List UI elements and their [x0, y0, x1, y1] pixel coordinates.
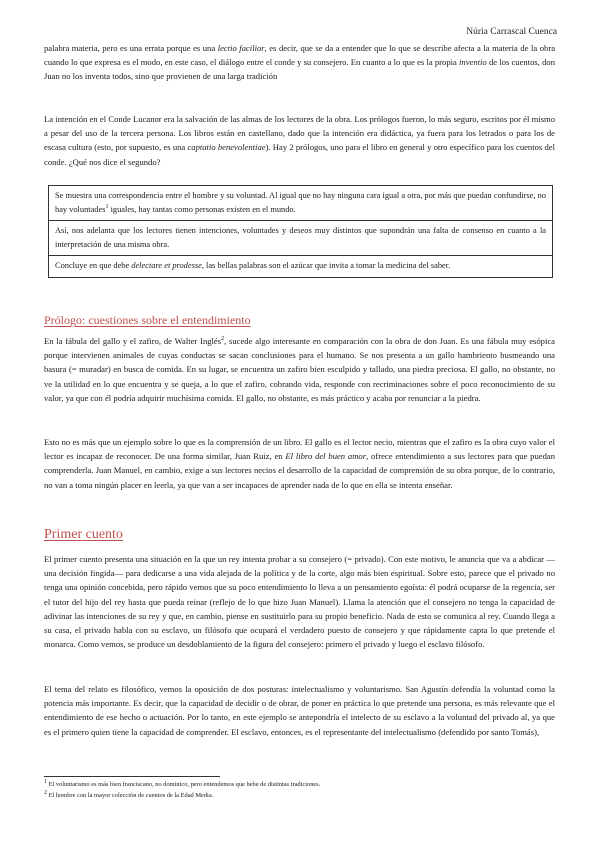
intention-paragraph: La intención en el Conde Lucanor era la salvación de las almas de los lectores de la obra. Los prólogos fueron, lo más seguro, escritos por él mismo a pesar del uso de la tercera persona. Los libros están en castellano, dado que la intención era didáctica, ya fuera para los letrados o para los de escasa cultura (esto, por supuesto, es una captatio benevolentiae). Hay 2 prólogos, uno para el libro en general y otro específico para los cuentos del conde. ¿Qué nos dice el segundo? — [44, 114, 555, 167]
lectio-facilior-term: lectio facilior — [217, 43, 265, 53]
first-tale-paragraph: El primer cuento presenta una situación en la que un rey intenta probar a su consejero (= privado). Con este motivo, le anuncia que va a abdicar —una decisión fingida— para dedicarse a una vida alejada de la política y de la corte, algo más bien espiritual. Sobre esto, parece que el privado no tenga una opinión concebida, pero rápido vemos que su poco entendimiento lo lleva a un pensamiento egoísta: él podrá ocuparse de la regencia, ser el tutor del hijo del rey hasta que pueda reinar (reflejo de lo que hizo Juan Manuel). Llama la atención que el consejero no tenga la capacidad de adivinar las intenciones de su rey y que, en cambio, piense en sustituirlo para su propio beneficio. Nada de esto se comunica al rey. Cuando llega a su casa, el privado habla con su esclavo, un filósofo que ocupará el verdadero puesto de consejero y que rápidamente capta lo que pretende el monarca. Como vemos, se produce un desdoblamiento de la figura del consejero: primero el privado y luego el esclavo filósofo. — [44, 554, 555, 650]
summary-box-3: Concluye en que debe delectare et prodesse, las bellas palabras son el azúcar que invita a tomar la medicina del saber. — [49, 255, 552, 277]
footnote-ref-2: 2 — [221, 336, 225, 343]
footnote-1: $^1$ El voluntarismo es más bien franciscano, no dominico, pero entendemos que bebe de distintas tradiciones. — [44, 778, 321, 788]
inventio-term: inventio — [459, 57, 487, 68]
theme-paragraph: El tema del relato es filosófico, vemos la oposición de dos posturas: intelectualismo y voluntarismo. San Agustín defendía la voluntad como la potencia más importante. Es decir, que la capacidad de decidir o de obrar, de poner en práctica lo que pretende una persona, es más relevante que el entendimiento de ese hecho o actuación. Por lo tanto, en este ejemplo se antepondría el intelecto de su esclavo a la voluntad del privado al, ya que es el primero quien tiene la capacidad de comprender. El esclavo, entonces, es el representante del intelectualismo (defendido por santo Tomás), — [44, 684, 555, 737]
footnote-separator — [44, 776, 220, 777]
prologue-summary-boxes — [48, 185, 553, 278]
footnote-ref-1: 1 — [105, 203, 109, 210]
summary-box-1: Se muestra una correspondencia entre el hombre y su voluntad. Al igual que no hay ninguna cara igual a otra, por más que puedan confundirse, no hay voluntades$^1$ iguales, hay tantas como personas existen en el mundo. — [55, 191, 546, 214]
intro-paragraph: palabra materia, pero es una errata porque es una lectio facilior, es decir, que se da a entender que lo que se describe afecta a la materia de la obra cuando lo que expresa es el modo, en este caso, el diálogo entre el conde y su consejero. En cuanto a lo que es la propia inventio de los cuentos, don Juan no los inventa todos, sino que provienen de una larga tradición — [44, 43, 556, 82]
fable-paragraph: En la fábula del gallo y el zafiro, de Walter Inglés$^2$, sucede algo interesante en comparación con la obra de don Juan. Es una fábula muy esópica porque intervienen animales de cuyas conductas se sacan conclusiones para el humano. Se nos presenta a un gallo hambriento husmeando una basura (= muradar) en busca de comida. En su lugar, se encuentra un zafiro bien esculpido y tallado, una piedra preciosa. El gallo, no obstante, no ve la utilidad en lo que encuentra y se queja, a lo que el zafiro, cobrando vida, responde con recriminaciones sobre el poco reconocimiento de su valor, ya que con él podría adquirir muchísima comida. El gallo, no obstante, es más práctico y acaba por renunciar a la piedra. — [44, 336, 555, 403]
comprehension-paragraph: Esto no es más que un ejemplo sobre lo que es la comprensión de un libro. El gallo es el lector necio, mientras que el zafiro es la obra cuyo valor el lector es incapaz de reconocer. De una forma similar, Juan Ruiz, en El libro del buen amor, ofrece entendimiento a sus lectores para que puedan comprenderla. Juan Manuel, en cambio, exige a sus lectores necios el desarrollo de la capacidad de comprensión de su obra porque, de lo contrario, no van a toma ningún placer en leerla, ya que van a ser incapaces de aprender nada de lo que en ella se intenta enseñar. — [44, 437, 555, 490]
captatio-term: captatio benevolentiae — [187, 142, 266, 153]
header-author: Núria Carrascal Cuenca — [466, 27, 557, 37]
section-title-primer-cuento: Primer cuento — [44, 527, 123, 542]
section-title-prologo: Prólogo: cuestiones sobre el entendimiento — [44, 313, 251, 327]
summary-box-2: Así, nos adelanta que los lectores tienen intenciones, voluntades y deseos muy distintos que supondrán una falta de consenso en cuanto a la interpretación de una misma obra. — [49, 220, 552, 255]
buen-amor-title: El libro del buen amor — [285, 451, 367, 462]
delectare-term: delectare et prodesse — [131, 261, 202, 271]
footnote-2: $^2$ El hombre con la mayor colección de cuentos de la Edad Media. — [44, 789, 214, 799]
